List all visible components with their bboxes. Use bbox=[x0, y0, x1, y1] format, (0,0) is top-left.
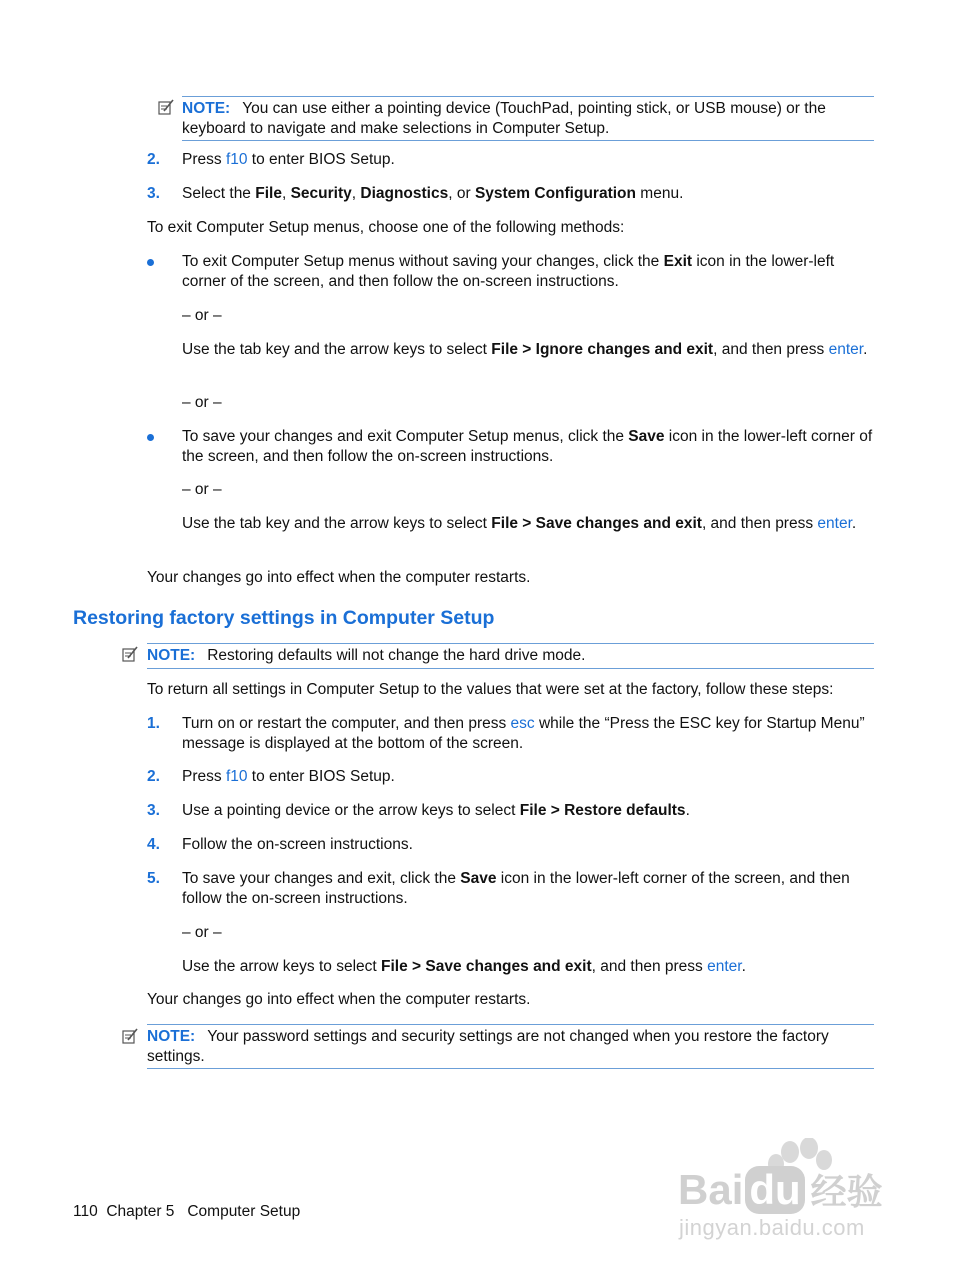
note-text: You can use either a pointing device (TouchPad, pointing stick, or USB mouse) or the keyboard to navigate and make selections in Computer Setup. bbox=[182, 100, 826, 137]
instruction-text: Use the tab key and the arrow keys to select File > Save changes and exit, and then press enter. bbox=[182, 515, 857, 532]
instruction-text: Use the tab key and the arrow keys to select File > Ignore changes and exit, and then press enter. bbox=[182, 341, 868, 358]
key-enter: enter bbox=[707, 958, 742, 975]
bullet-text: To save your changes and exit Computer Setup menus, click the Save icon in the lower-left corner of the screen, and then follow the on-screen instructions. bbox=[182, 428, 873, 465]
bullet-text: To exit Computer Setup menus without saving your changes, click the Exit icon in the lower-left corner of the screen, and then follow the on-screen instructions. bbox=[182, 253, 835, 290]
chapter-label: Chapter 5 bbox=[106, 1203, 175, 1220]
note-icon bbox=[158, 99, 174, 115]
key-enter: enter bbox=[828, 341, 864, 358]
note-box bbox=[147, 643, 874, 669]
step-text: Turn on or restart the computer, and then press esc while the “Press the ESC key for Startup Menu” message is displayed at the bottom of the screen. bbox=[182, 715, 865, 752]
step-text: Press f10 to enter BIOS Setup. bbox=[182, 768, 395, 785]
note-label: NOTE: bbox=[182, 100, 231, 117]
or-separator: – or – bbox=[182, 481, 222, 498]
step-text: Use a pointing device or the arrow keys to select File > Restore defaults. bbox=[182, 802, 690, 819]
step-number: 2. bbox=[147, 151, 160, 168]
note-label: NOTE: bbox=[147, 647, 196, 664]
paragraph: Your changes go into effect when the computer restarts. bbox=[147, 991, 531, 1008]
note-icon bbox=[122, 1028, 138, 1044]
or-separator: – or – bbox=[182, 924, 222, 941]
step-number: 2. bbox=[147, 768, 160, 785]
key-f10: f10 bbox=[225, 151, 248, 168]
step-number: 3. bbox=[147, 802, 160, 819]
bullet-icon bbox=[147, 259, 154, 266]
step-number: 5. bbox=[147, 870, 160, 887]
note-text: Restoring defaults will not change the hard drive mode. bbox=[207, 647, 586, 664]
note-text: Your password settings and security settings are not changed when you restore the factory settings. bbox=[147, 1028, 829, 1065]
step-number: 3. bbox=[147, 185, 160, 202]
instruction-text: Use the arrow keys to select File > Save changes and exit, and then press enter. bbox=[182, 958, 746, 975]
step-text: Select the File, Security, Diagnostics, or System Configuration menu. bbox=[182, 185, 684, 202]
key-f10: f10 bbox=[225, 768, 248, 785]
note-icon bbox=[122, 646, 138, 662]
watermark-brand: Bai du 经验 bbox=[678, 1166, 883, 1213]
page-footer bbox=[73, 1202, 300, 1222]
step-number: 4. bbox=[147, 836, 160, 853]
step-text: Follow the on-screen instructions. bbox=[182, 836, 413, 853]
key-esc: esc bbox=[510, 715, 535, 732]
note-label: NOTE: bbox=[147, 1028, 196, 1045]
section-heading: Restoring factory settings in Computer Setup bbox=[73, 607, 495, 629]
bullet-icon bbox=[147, 434, 154, 441]
watermark-url: jingyan.baidu.com bbox=[679, 1215, 865, 1240]
key-enter: enter bbox=[817, 515, 852, 532]
paragraph: To exit Computer Setup menus, choose one of the following methods: bbox=[147, 219, 625, 236]
paragraph: To return all settings in Computer Setup to the values that were set at the factory, follow these steps: bbox=[147, 681, 834, 698]
page-number: 110 bbox=[73, 1203, 98, 1220]
or-separator: – or – bbox=[182, 394, 222, 411]
or-separator: – or – bbox=[182, 307, 222, 324]
step-text: To save your changes and exit, click the Save icon in the lower-left corner of the screen, and then follow the on-screen instructions. bbox=[182, 870, 850, 907]
step-number: 1. bbox=[147, 715, 160, 732]
baidu-watermark bbox=[673, 1138, 903, 1248]
paragraph: Your changes go into effect when the computer restarts. bbox=[147, 569, 531, 586]
note-box bbox=[182, 96, 874, 141]
step-text: Press f10 to enter BIOS Setup. bbox=[182, 151, 395, 168]
note-box bbox=[147, 1024, 874, 1069]
chapter-title: Computer Setup bbox=[187, 1203, 301, 1220]
